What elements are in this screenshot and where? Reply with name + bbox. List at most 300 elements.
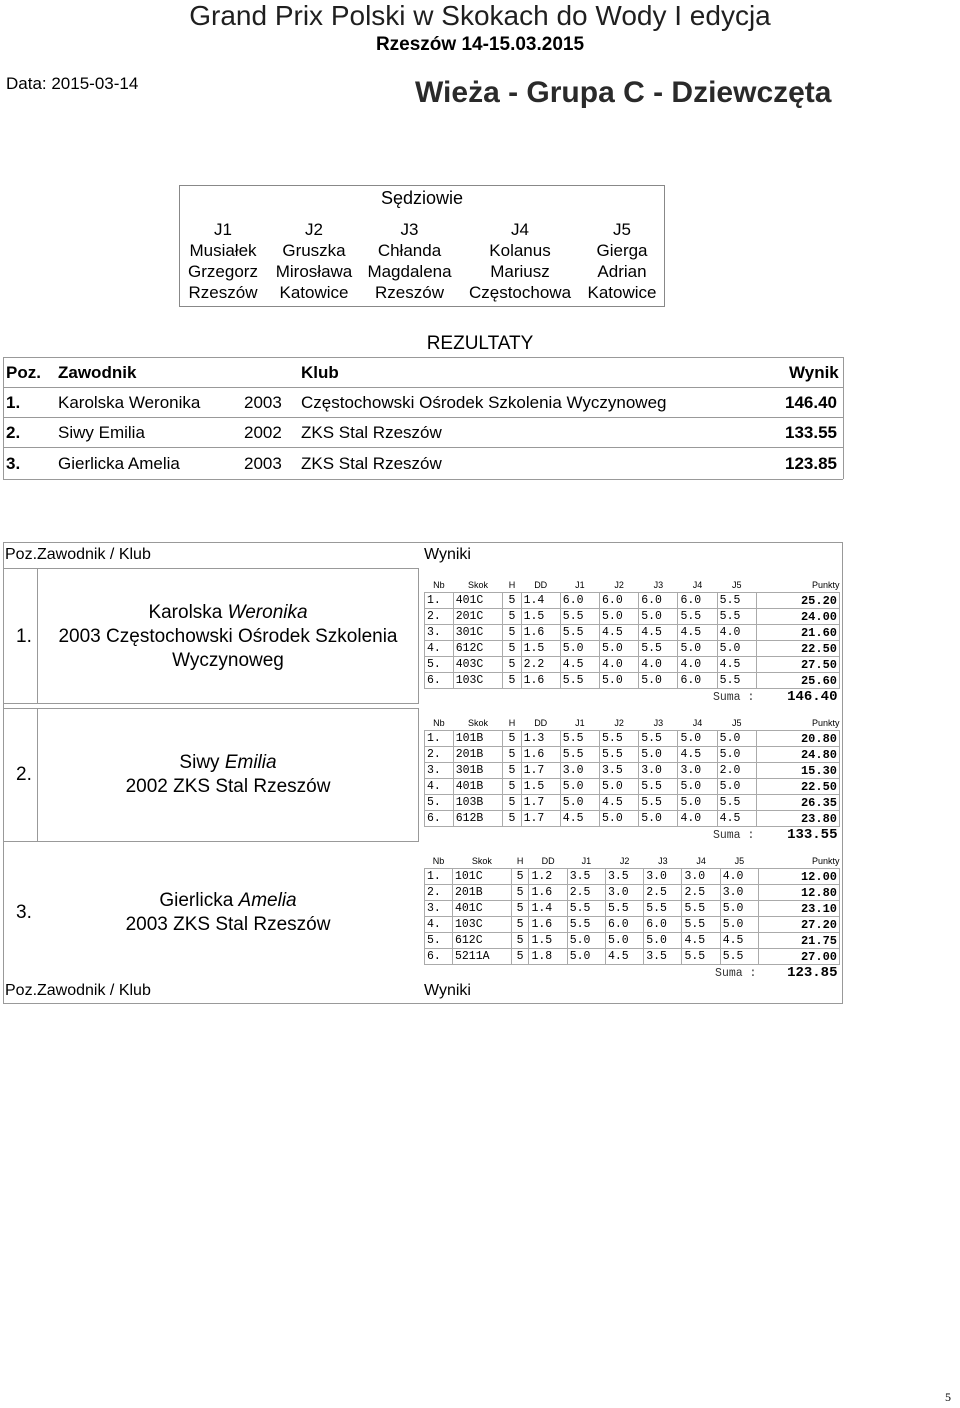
dive-cell: 5.0 (678, 795, 717, 811)
dive-cell: 5 (511, 901, 529, 917)
dive-cell: 103C (453, 673, 503, 689)
dive-cell: 6.0 (678, 593, 717, 609)
dive-cell: 5.0 (605, 933, 643, 949)
dive-cell: 3.0 (605, 885, 643, 901)
total-score: 123.85 (787, 965, 838, 981)
total-row (425, 827, 840, 844)
dives-table (424, 854, 840, 981)
judge-name: Mariusz (490, 262, 550, 281)
dives-header-row (425, 716, 840, 731)
dives-table (424, 578, 840, 705)
judge-j4 (461, 219, 579, 303)
dive-cell: 1.2 (529, 869, 567, 885)
dive-row (425, 811, 840, 827)
dives-column-header: J5 (732, 580, 742, 590)
dive-cell: 5.5 (682, 901, 720, 917)
dive-cell: 1. (425, 593, 454, 609)
dive-cell: 6. (425, 673, 454, 689)
dive-cell: 5 (511, 949, 529, 965)
dive-points: 26.35 (756, 795, 839, 811)
dive-row (425, 641, 840, 657)
dive-cell: 101B (453, 731, 503, 747)
dive-cell: 5 (503, 657, 521, 673)
result-club: ZKS Stal Rzeszów (301, 423, 442, 442)
athlete-club-cont: Wyczynoweg (172, 650, 284, 671)
dives-column-header: Nb (432, 856, 445, 866)
dive-cell: 6.0 (560, 593, 599, 609)
dives-header-row (425, 578, 840, 593)
judge-surname: Kolanus (489, 241, 551, 260)
dive-cell: 5.5 (639, 731, 678, 747)
dive-row (425, 933, 840, 949)
dive-cell: 1. (425, 869, 453, 885)
dive-cell: 5.0 (720, 901, 758, 917)
dive-cell: 103B (453, 795, 503, 811)
divider (3, 357, 843, 358)
detail-footer-pos: Poz. (5, 982, 38, 999)
dive-cell: 5.0 (717, 641, 756, 657)
dive-cell: 403C (453, 657, 503, 673)
dive-cell: 1.4 (521, 593, 560, 609)
athlete-name (37, 751, 419, 775)
dive-cell: 5.0 (560, 641, 599, 657)
dive-row (425, 763, 840, 779)
report-date: Data: 2015-03-14 (6, 74, 139, 93)
dive-cell: 5.5 (560, 625, 599, 641)
dives-column-header: Punkty (811, 856, 840, 866)
judge-j2 (270, 219, 358, 303)
dives-column-header: J4 (696, 856, 706, 866)
dives-column-header: Nb (433, 580, 445, 590)
dive-row (425, 949, 840, 965)
dive-cell: 1.7 (521, 763, 560, 779)
dive-points: 25.20 (756, 593, 839, 609)
divider (843, 357, 844, 479)
dive-cell: 3.5 (567, 869, 605, 885)
dive-cell: 4.0 (678, 811, 717, 827)
athlete-first-name: Amelia (238, 890, 297, 911)
dive-cell: 5.5 (717, 609, 756, 625)
athlete-info (37, 889, 419, 937)
divider (3, 357, 4, 479)
dive-cell: 3.0 (682, 869, 720, 885)
athlete-name (37, 601, 419, 625)
dive-cell: 6.0 (600, 593, 639, 609)
dive-cell: 5.5 (639, 641, 678, 657)
dive-cell: 5.5 (717, 673, 756, 689)
dives-column-header: DD (534, 718, 548, 728)
dive-cell: 1.6 (521, 747, 560, 763)
dive-row (425, 731, 840, 747)
divider (3, 479, 843, 480)
dive-cell: 3.5 (644, 949, 682, 965)
dive-cell: 3.5 (605, 869, 643, 885)
dive-cell: 5.5 (560, 731, 599, 747)
dives-column-header: J1 (581, 856, 592, 866)
dives-column-header: Skok (468, 718, 489, 728)
dive-cell: 5.0 (720, 917, 758, 933)
dive-cell: 1.5 (521, 641, 560, 657)
dive-cell: 5.5 (644, 901, 682, 917)
dive-cell: 612B (453, 811, 503, 827)
judge-city: Katowice (587, 283, 657, 302)
dive-cell: 1.8 (529, 949, 567, 965)
result-score: 133.55 (785, 423, 837, 442)
dive-cell: 5 (503, 609, 521, 625)
judge-name: Adrian (597, 262, 647, 281)
dive-cell: 5 (503, 673, 521, 689)
dive-cell: 301B (453, 763, 503, 779)
dive-cell: 4.5 (717, 657, 756, 673)
judge-id: J5 (613, 220, 631, 239)
dive-cell: 5 (503, 731, 521, 747)
divider (3, 447, 843, 448)
dive-cell: 5 (503, 763, 521, 779)
dive-points: 21.60 (756, 625, 839, 641)
dive-cell: 2.2 (521, 657, 560, 673)
dive-points: 15.30 (756, 763, 839, 779)
athlete-surname: Gierlicka (159, 890, 234, 911)
athlete-info (37, 601, 419, 673)
dive-cell: 5.5 (600, 731, 639, 747)
dives-column-header: J5 (732, 718, 742, 728)
dive-cell: 6. (425, 811, 454, 827)
dive-cell: 5.0 (600, 779, 639, 795)
dive-cell: 5.0 (717, 731, 756, 747)
dive-cell: 5.5 (678, 609, 717, 625)
dive-cell: 5.0 (717, 747, 756, 763)
dive-cell: 4.5 (560, 657, 599, 673)
dive-cell: 5.5 (717, 593, 756, 609)
athlete-first-name: Weronika (227, 602, 308, 623)
dive-cell: 5.0 (567, 933, 605, 949)
dive-cell: 301C (453, 625, 503, 641)
dive-cell: 3.0 (560, 763, 599, 779)
judge-id: J2 (305, 220, 323, 239)
dives-column-header: J3 (653, 580, 664, 590)
header-athlete: Zawodnik (58, 363, 137, 382)
dive-cell: 5 (511, 869, 529, 885)
dive-cell: 5.5 (600, 747, 639, 763)
result-name: Gierlicka Amelia (58, 454, 180, 473)
athlete-surname: Karolska (148, 602, 223, 623)
dive-cell: 5. (425, 795, 454, 811)
dive-cell: 5 (503, 795, 521, 811)
judge-surname: Musiałek (189, 241, 257, 260)
dive-points: 22.50 (756, 641, 839, 657)
dive-cell: 4. (425, 641, 454, 657)
result-year: 2003 (244, 393, 282, 412)
judge-j3 (362, 219, 457, 303)
dive-cell: 5 (503, 625, 521, 641)
dive-row (425, 901, 840, 917)
dive-cell: 4.5 (717, 811, 756, 827)
athlete-surname: Siwy (179, 752, 220, 773)
dive-cell: 1.3 (521, 731, 560, 747)
detail-pos: 1. (16, 626, 32, 647)
judge-id: J4 (511, 220, 529, 239)
dive-cell: 1.6 (529, 885, 567, 901)
dive-cell: 5.0 (560, 779, 599, 795)
dive-cell: 2. (425, 609, 454, 625)
dive-row (425, 747, 840, 763)
dive-cell: 6.0 (644, 917, 682, 933)
dives-column-header: Skok (471, 856, 492, 866)
result-pos: 3. (6, 454, 21, 473)
judge-surname: Chłanda (377, 241, 442, 260)
dive-cell: 4.5 (560, 811, 599, 827)
header-score: Wynik (789, 363, 839, 382)
dive-cell: 4.0 (717, 625, 756, 641)
dive-cell: 2.5 (567, 885, 605, 901)
detail-pos: 3. (16, 902, 32, 923)
dive-cell: 5.0 (639, 811, 678, 827)
dive-cell: 1.7 (521, 795, 560, 811)
result-club: ZKS Stal Rzeszów (301, 454, 442, 473)
dive-cell: 1.7 (521, 811, 560, 827)
detail-header-pos: Poz. (5, 546, 38, 563)
dive-points: 27.50 (756, 657, 839, 673)
dive-cell: 3. (425, 763, 454, 779)
dive-cell: 5.0 (678, 731, 717, 747)
athlete-name (37, 889, 419, 913)
dives-table (424, 716, 840, 843)
dive-cell: 612C (453, 641, 503, 657)
dives-column-header: Punkty (811, 718, 840, 728)
dives-column-header: H (508, 718, 516, 728)
divider (3, 417, 843, 418)
judge-id: J3 (400, 220, 419, 239)
result-year: 2002 (244, 423, 282, 442)
dive-cell: 1. (425, 731, 454, 747)
dive-cell: 3.0 (678, 763, 717, 779)
dive-cell: 5 (503, 747, 521, 763)
dives-column-header: J3 (658, 856, 668, 866)
dive-row (425, 917, 840, 933)
judge-j1 (183, 219, 263, 303)
dive-points: 20.80 (756, 731, 839, 747)
judge-id: J1 (214, 220, 232, 239)
event-name: Wieża - Grupa C - Dziewczęta (415, 76, 832, 109)
dive-row (425, 593, 840, 609)
dive-cell: 2. (425, 885, 453, 901)
dive-cell: 4.5 (600, 795, 639, 811)
dives-column-header: J2 (614, 580, 624, 590)
document-title: Grand Prix Polski w Skokach do Wody I edycja (189, 0, 771, 31)
dives-column-header: J2 (619, 856, 630, 866)
dives-column-header: J3 (653, 718, 664, 728)
dive-cell: 5.0 (717, 779, 756, 795)
dive-cell: 4.5 (720, 933, 758, 949)
dive-cell: 5 (503, 641, 521, 657)
dive-points: 27.20 (758, 917, 839, 933)
total-label: Suma : (712, 828, 755, 842)
dive-cell: 4.5 (605, 949, 643, 965)
dive-points: 27.00 (758, 949, 839, 965)
dive-points: 12.00 (758, 869, 839, 885)
detail-footer-results: Wyniki (424, 982, 471, 999)
dive-cell: 201B (452, 885, 511, 901)
dives-column-header: Nb (433, 718, 445, 728)
dive-row (425, 673, 840, 689)
dive-cell: 4.0 (678, 657, 717, 673)
dive-cell: 5.0 (600, 641, 639, 657)
dive-cell: 6.0 (639, 593, 678, 609)
result-pos: 1. (6, 393, 21, 412)
dive-row (425, 795, 840, 811)
detail-header-results: Wyniki (424, 546, 471, 563)
result-club: Częstochowski Ośrodek Szkolenia Wyczynoweg (301, 393, 667, 412)
dive-points: 25.60 (756, 673, 839, 689)
total-label: Suma : (715, 966, 757, 980)
event-location-dates: Rzeszów 14-15.03.2015 (375, 34, 585, 55)
dive-cell: 4. (425, 917, 453, 933)
dive-cell: 5 (511, 885, 529, 901)
total-label: Suma : (712, 690, 755, 704)
divider (3, 387, 843, 388)
dive-cell: 5.0 (600, 609, 639, 625)
total-row (425, 689, 840, 706)
dive-cell: 4.0 (720, 869, 758, 885)
dive-cell: 5.5 (682, 949, 720, 965)
dive-cell: 1.5 (529, 933, 567, 949)
dive-cell: 1.6 (521, 625, 560, 641)
judge-city: Rzeszów (188, 283, 258, 302)
header-pos: Poz. (6, 363, 41, 382)
dive-cell: 6. (425, 949, 453, 965)
dive-cell: 5 (511, 917, 529, 933)
page-number: 5 (945, 1390, 951, 1404)
judge-name: Grzegorz (188, 262, 258, 281)
dive-cell: 4.0 (600, 657, 639, 673)
judge-j5 (582, 219, 662, 303)
dive-cell: 3.5 (600, 763, 639, 779)
dive-cell: 2.5 (644, 885, 682, 901)
detail-pos: 2. (16, 764, 32, 785)
dive-cell: 612C (452, 933, 511, 949)
dive-cell: 5.5 (639, 795, 678, 811)
dive-points: 24.00 (756, 609, 839, 625)
judge-city: Rzeszów (375, 283, 444, 302)
dive-cell: 5 (511, 933, 529, 949)
dive-cell: 5.0 (639, 673, 678, 689)
dive-cell: 5.0 (567, 949, 605, 965)
dive-cell: 5.5 (567, 917, 605, 933)
athlete-club: 2003 Częstochowski Ośrodek Szkolenia (58, 626, 398, 647)
dives-column-header: Skok (468, 580, 489, 590)
dive-cell: 1.6 (521, 673, 560, 689)
dive-cell: 5.0 (600, 673, 639, 689)
dive-cell: 1.4 (529, 901, 567, 917)
result-name: Siwy Emilia (58, 423, 145, 442)
dive-cell: 201B (453, 747, 503, 763)
dive-row (425, 779, 840, 795)
dive-points: 24.80 (756, 747, 839, 763)
dive-cell: 5.5 (682, 917, 720, 933)
athlete-club: 2002 ZKS Stal Rzeszów (125, 776, 331, 797)
judges-title: Sędziowie (380, 188, 464, 208)
dives-column-header: J2 (614, 718, 624, 728)
dive-cell: 1.6 (529, 917, 567, 933)
dive-row (425, 657, 840, 673)
dives-column-header: J1 (575, 580, 585, 590)
dive-cell: 201C (453, 609, 503, 625)
dive-cell: 3. (425, 901, 453, 917)
dive-cell: 5.0 (644, 933, 682, 949)
dive-cell: 4. (425, 779, 454, 795)
dive-points: 21.75 (758, 933, 839, 949)
dive-cell: 5.0 (639, 609, 678, 625)
dive-cell: 4.0 (639, 657, 678, 673)
dive-cell: 5.5 (605, 901, 643, 917)
judge-surname: Gierga (596, 241, 648, 260)
dive-row (425, 885, 840, 901)
dive-cell: 2.0 (717, 763, 756, 779)
dive-cell: 5 (503, 779, 521, 795)
dive-row (425, 869, 840, 885)
result-name: Karolska Weronika (58, 393, 201, 412)
dive-cell: 5.0 (678, 779, 717, 795)
dive-cell: 5.5 (560, 673, 599, 689)
dive-cell: 5.0 (560, 795, 599, 811)
dive-cell: 5.0 (678, 641, 717, 657)
judge-surname: Gruszka (282, 241, 346, 260)
dives-column-header: Punkty (811, 580, 840, 590)
dive-cell: 2. (425, 747, 454, 763)
dive-cell: 1.5 (521, 779, 560, 795)
total-score: 146.40 (787, 689, 838, 705)
dive-cell: 5 (503, 811, 521, 827)
judge-name: Magdalena (367, 262, 452, 281)
dive-cell: 401C (452, 901, 511, 917)
dive-row (425, 625, 840, 641)
dive-cell: 1.5 (521, 609, 560, 625)
dive-cell: 3. (425, 625, 454, 641)
dive-cell: 4.5 (682, 933, 720, 949)
dive-cell: 3.0 (720, 885, 758, 901)
total-score: 133.55 (787, 827, 838, 843)
dives-column-header: J4 (692, 580, 703, 590)
dives-header-row (425, 854, 840, 869)
dive-cell: 4.5 (678, 625, 717, 641)
dive-cell: 6.0 (678, 673, 717, 689)
judge-city: Katowice (279, 283, 349, 302)
dive-cell: 4.5 (600, 625, 639, 641)
results-title: REZULTATY (426, 333, 534, 354)
dive-cell: 5.5 (639, 779, 678, 795)
athlete-club: 2003 ZKS Stal Rzeszów (125, 914, 331, 935)
dive-cell: 6.0 (605, 917, 643, 933)
dive-points: 12.80 (758, 885, 839, 901)
dive-cell: 3.0 (639, 763, 678, 779)
total-row (425, 965, 840, 982)
result-year: 2003 (244, 454, 282, 473)
dive-cell: 103C (452, 917, 511, 933)
dives-column-header: J5 (734, 856, 745, 866)
dives-column-header: H (508, 580, 516, 590)
dive-cell: 5.5 (560, 609, 599, 625)
dive-cell: 5211A (452, 949, 511, 965)
detail-header-athlete: Zawodnik / Klub (37, 546, 151, 563)
dive-points: 22.50 (756, 779, 839, 795)
dive-cell: 5 (503, 593, 521, 609)
dive-cell: 3.0 (644, 869, 682, 885)
dive-cell: 4.5 (678, 747, 717, 763)
dives-column-header: J1 (575, 718, 585, 728)
dives-column-header: H (516, 856, 524, 866)
result-score: 146.40 (785, 393, 837, 412)
dive-cell: 5.0 (639, 747, 678, 763)
